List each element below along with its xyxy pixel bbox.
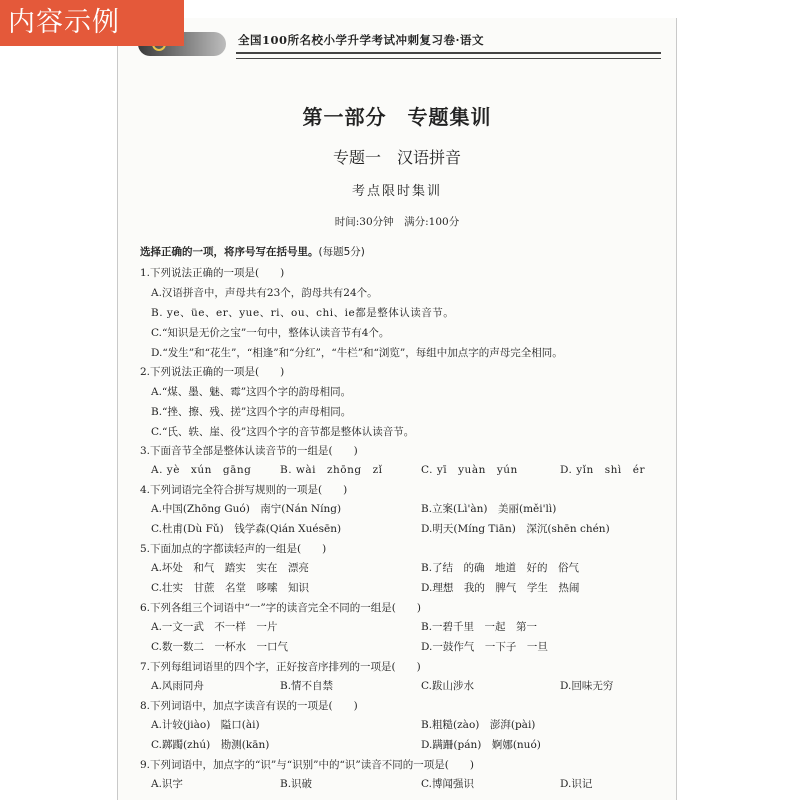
exam-page: [117, 18, 677, 800]
page-header: [118, 28, 676, 64]
header-rule: [236, 52, 661, 59]
question-line: A.汉语拼音中，声母共有23个，韵母共有24个。: [151, 287, 378, 299]
option-d: D.回味无穷: [560, 680, 614, 692]
header-title: 全国100所名校小学升学考试冲刺复习卷·语文: [238, 33, 485, 47]
option-b: B.粗糙(zào) 澎湃(pài): [421, 719, 536, 731]
question-stem: 8.下列词语中，加点字读音有误的一项是( ): [140, 700, 358, 712]
option-a: A.风雨同舟: [151, 680, 204, 692]
option-b: B. wài zhōng zǐ: [280, 464, 383, 476]
option-d: D.蹒跚(pán) 婀娜(nuó): [421, 739, 541, 751]
option-c: C.杜甫(Dù Fǔ) 钱学森(Qián Xuésēn): [151, 523, 342, 535]
option-d: D.理想 我的 脾气 学生 热闹: [421, 582, 580, 594]
option-a: A.中国(Zhōng Guó) 南宁(Nán Níng): [151, 503, 342, 515]
question-stem: 2.下列说法正确的一项是( ): [140, 366, 285, 378]
option-a: A. yè xún gāng: [151, 464, 252, 476]
option-d: D.一鼓作气 一下子 一旦: [421, 641, 548, 653]
option-a: A.计较(jiào) 隘口(ài): [151, 719, 260, 731]
instruction: [140, 243, 365, 261]
option-c: C.踯躅(zhú) 勘测(kān): [151, 739, 270, 751]
question-stem: 1.下列说法正确的一项是( ): [140, 267, 285, 279]
instruction-bold: 选择正确的一项，将序号写在括号里。: [140, 246, 319, 258]
question-stem: 9.下列词语中，加点字的“识”与“识别”中的“识”读音不同的一项是( ): [140, 759, 474, 771]
question-line: A.“煤、墨、魅、霉”这四个字的韵母相同。: [151, 386, 352, 398]
option-c: C. yī yuàn yún: [421, 464, 518, 476]
option-d: D. yǐn shì ér: [560, 464, 646, 476]
question-stem: 3.下面音节全部是整体认读音节的一组是( ): [140, 445, 358, 457]
option-c: C.数一数二 一杯水 一口气: [151, 641, 288, 653]
topic-title: 专题一 汉语拼音: [332, 148, 461, 167]
question-stem: 5.下面加点的字都读轻声的一组是( ): [140, 543, 327, 555]
part-title: 第一部分 专题集训: [302, 105, 492, 129]
content-example-badge: 内容示例: [0, 0, 184, 46]
option-a: A.一文一武 不一样 一片: [151, 621, 278, 633]
question-line: C.“氏、轶、崖、役”这四个字的音节都是整体认读音节。: [151, 426, 415, 438]
option-b: B.立案(Lì'àn) 美丽(měi'lì): [421, 503, 557, 515]
question-line: B. ye、üe、er、yue、ri、ou、chi、ie都是整体认读音节。: [151, 307, 455, 319]
option-b: B.了结 的确 地道 好的 俗气: [421, 562, 580, 574]
option-b: B.情不自禁: [280, 680, 334, 692]
option-a: A.坏处 和气 踏实 实在 漂亮: [151, 562, 309, 574]
option-d: D.明天(Míng Tiān) 深沉(shēn chén): [421, 523, 610, 535]
question-stem: 7.下列每组词语里的四个字，正好按音序排列的一项是( ): [140, 661, 421, 673]
option-b: B.识破: [280, 778, 313, 790]
question-line: B.“挫、擦、残、搓”这四个字的声母相同。: [151, 406, 352, 418]
question-line: D.“发生”和“花生”，“相逢”和“分红”，“牛栏”和“浏览”，每组中加点字的声母完全相同。: [151, 347, 563, 359]
question-line: C.“知识是无价之宝”一句中，整体认读音节有4个。: [151, 327, 390, 339]
option-d: D.识记: [560, 778, 593, 790]
option-b: B.一碧千里 一起 第一: [421, 621, 538, 633]
instruction-score: (每题5分): [318, 246, 365, 258]
option-a: A.识字: [151, 778, 183, 790]
question-stem: 6.下列各组三个词语中“一”字的读音完全不同的一组是( ): [140, 602, 421, 614]
time-info: 时间:30分钟 满分:100分: [334, 216, 460, 228]
question-stem: 4.下列词语完全符合拼写规则的一项是( ): [140, 484, 348, 496]
option-c: C.博闻强识: [421, 778, 474, 790]
option-c: C.壮实 甘蔗 名堂 哆嗦 知识: [151, 582, 309, 594]
sub-title: 考点限时集训: [351, 184, 442, 199]
option-c: C.跋山涉水: [421, 680, 474, 692]
